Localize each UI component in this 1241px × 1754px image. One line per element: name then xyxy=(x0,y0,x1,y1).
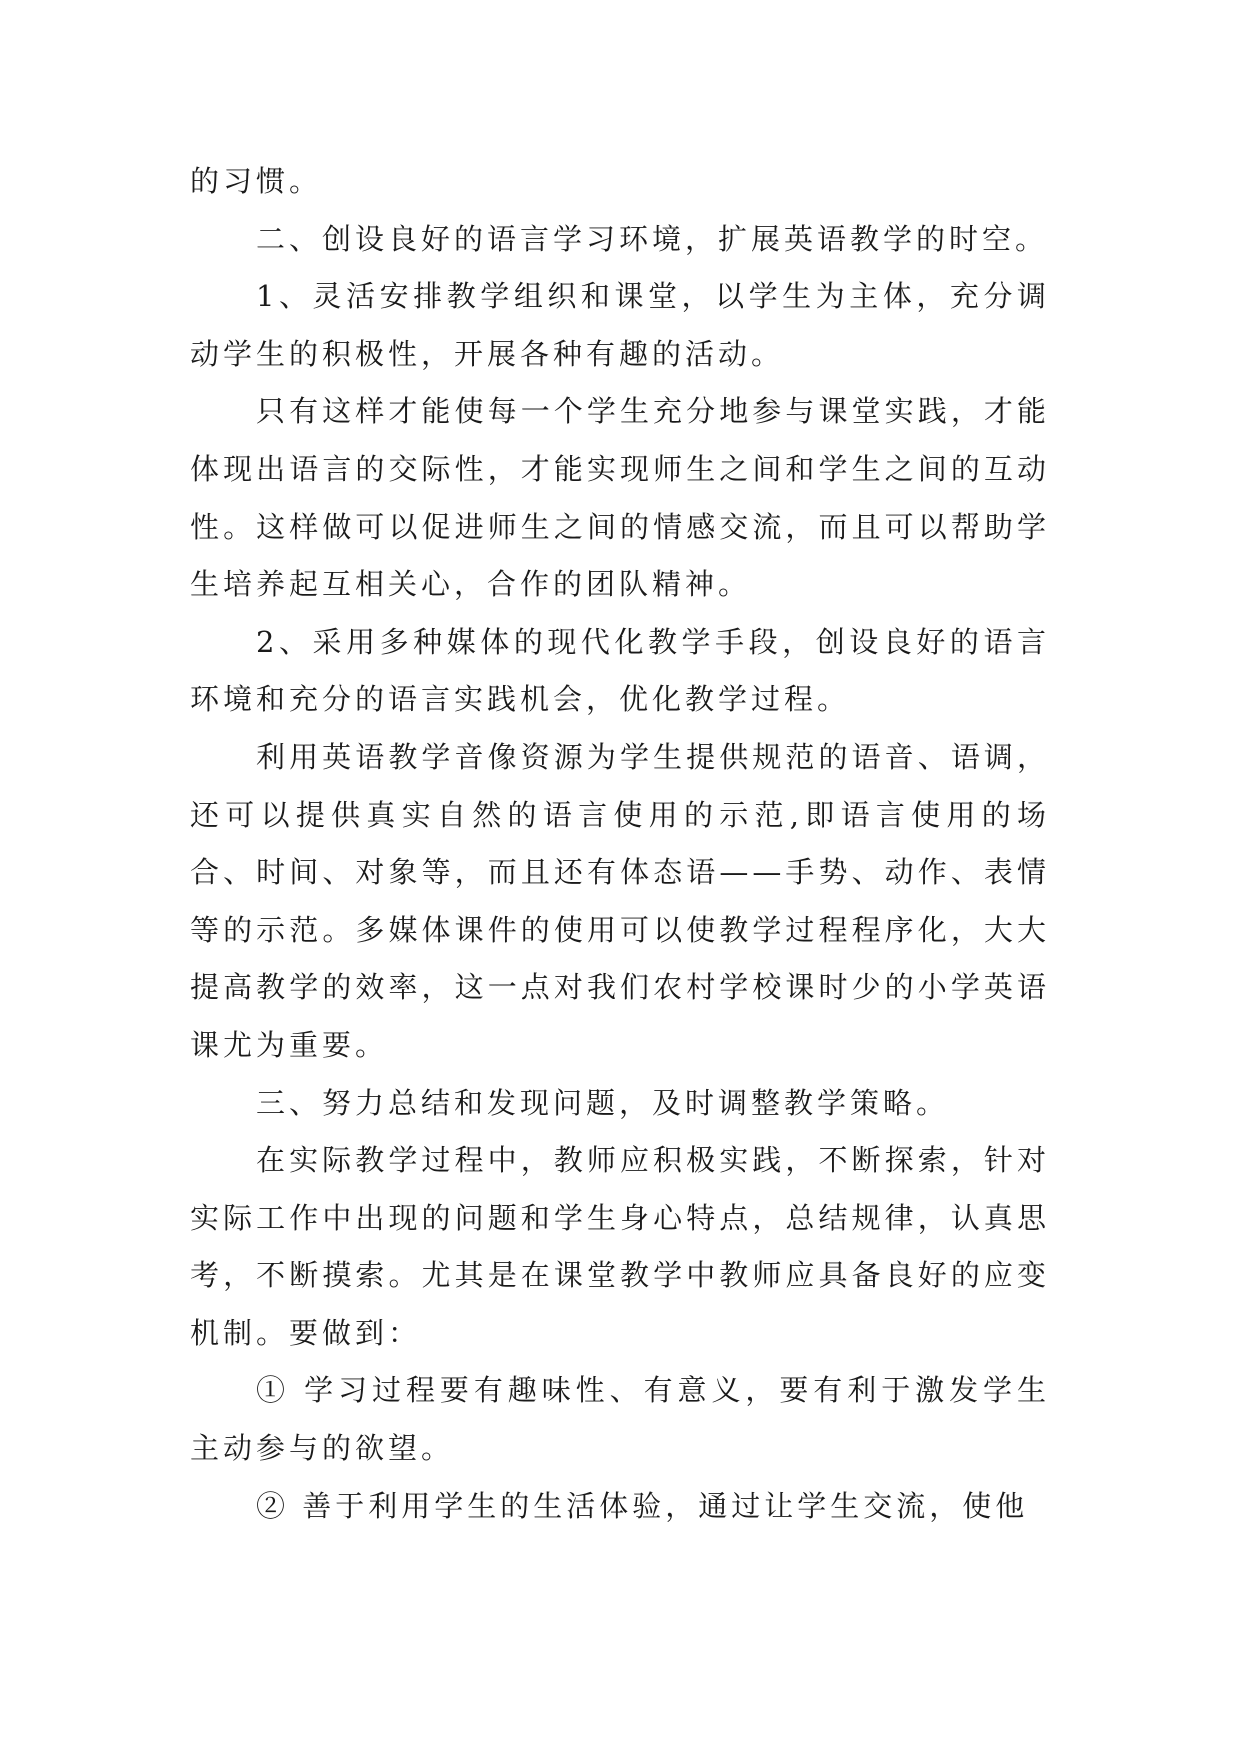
paragraph-practice: 只有这样才能使每一个学生充分地参与课堂实践，才能体现出语言的交际性，才能实现师生之间和学生之间的互动性。这样做可以促进师生之间的情感交流，而且可以帮助学生培养起互相关心，合作的团队精神。 xyxy=(190,394,1050,602)
heading-section-2: 二、创设良好的语言学习环境，扩展英语教学的时空。 xyxy=(256,221,1049,256)
heading-section-3: 三、努力总结和发现问题，及时调整教学策略。 xyxy=(256,1085,950,1120)
list-item-2: ② 善于利用学生的生活体验，通过让学生交流，使他 xyxy=(256,1488,1029,1523)
paragraph-point-1: 1、灵活安排教学组织和课堂，以学生为主体，充分调动学生的积极性，开展各种有趣的活动。 xyxy=(190,279,1050,371)
body-text xyxy=(190,153,1050,1535)
list-item-1: ① 学习过程要有趣味性、有意义，要有利于激发学生主动参与的欲望。 xyxy=(190,1373,1050,1466)
paragraph-media: 利用英语教学音像资源为学生提供规范的语音、语调，还可以提供真实自然的语言使用的示范,即语言使用的场合、时间、对象等，而且还有体态语——手势、动作、表情等的示范。多媒体课件的使用可以使教学过程程序化，大大提高教学的效率，这一点对我们农村学校课时少的小学英语课尤为重要。 xyxy=(190,739,1050,1062)
paragraph-habit-ending: 的习惯。 xyxy=(190,164,323,198)
paragraph-teaching-practice: 在实际教学过程中，教师应积极实践，不断探索，针对实际工作中出现的问题和学生身心特点，总结规律，认真思考，不断摸索。尤其是在课堂教学中教师应具备良好的应变机制。要做到： xyxy=(190,1143,1050,1350)
paragraph-point-2: 2、采用多种媒体的现代化教学手段，创设良好的语言环境和充分的语言实践机会，优化教学过程。 xyxy=(190,624,1050,717)
